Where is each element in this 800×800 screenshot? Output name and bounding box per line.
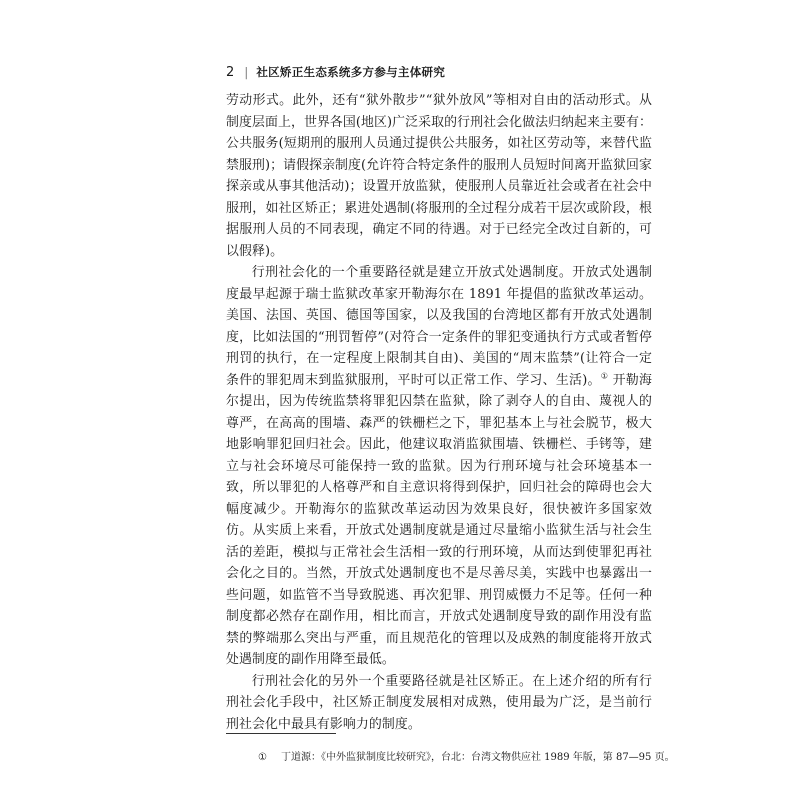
- header-separator: |: [244, 65, 249, 79]
- footnote-reference-marker[interactable]: ①: [600, 371, 609, 381]
- paragraph-3: 行刑社会化的另外一个重要路径就是社区矫正。在上述介绍的所有行刑社会化手段中，社区矫正制度发展相对成熟，使用最为广泛，是当前行刑社会化中最具有影响力的制度。: [226, 673, 652, 732]
- footnote-text: 丁道源：《中外监狱制度比较研究》，台北：台湾文物供应社 1989 年版，第 87—95 页。: [280, 752, 675, 763]
- footnote-divider: [226, 733, 336, 734]
- paragraph-2: [226, 262, 652, 671]
- page-header: [226, 64, 445, 80]
- paragraph-1: 劳动形式。此外，还有“狱外散步”“狱外放风”等相对自由的活动形式。从制度层面上，世界各国(地区)广泛采取的行刑社会化做法归纳起来主要有：公共服务(短期刑的服刑人员通过提供公共服务，如社区劳动等，来替代监禁服刑)；请假探亲制度(允许符合特定条件的服刑人员短时间离开监狱回家探亲或从事其他活动)；设置开放监狱，使服刑人员靠近社会或者在社会中服刑，如社区矫正；累进处遇制(将服刑的全过程分成若干层次或阶段，根据服刑人员的不同表现，确定不同的待遇。对于已经完全改过自新的，可以假释)。: [226, 93, 652, 259]
- paragraph-2-text-before-note: 行刑社会化的一个重要路径就是建立开放式处遇制度。开放式处遇制度最早起源于瑞士监狱改革家开勒海尔在 1891 年提倡的监狱改革运动。美国、法国、英国、德国等国家，以及我国的台湾地区都有开放式处遇制度，比如法国的“刑罚暂停”(对符合一定条件的罪犯变通执行方式或者暂停刑罚的执行，在一定程度上限制其自由)、美国的“周末监禁”(让符合一定条件的罪犯周末到监狱服刑，平时可以正常工作、学习、生活)。: [226, 265, 652, 388]
- footnote-marker: ①: [258, 752, 267, 763]
- footnote: [258, 748, 678, 763]
- body-text: [226, 90, 652, 735]
- running-title: 社区矫正生态系统多方参与主体研究: [256, 65, 446, 79]
- page-number: 2: [226, 64, 235, 80]
- paragraph-2-text-after-note: 开勒海尔提出，因为传统监禁将罪犯囚禁在监狱，除了剥夺人的自由、蔑视人的尊严，在高高的围墙、森严的铁栅栏之下，罪犯基本上与社会脱节，极大地影响罪犯回归社会。因此，他建议取消监狱围墙、铁栅栏、手铐等，建立与社会环境尽可能保持一致的监狱。因为行刑环境与社会环境基本一致，所以罪犯的人格尊严和自主意识将得到保护，回归社会的障碍也会大幅度减少。开勒海尔的监狱改革运动因为效果良好，很快被许多国家效仿。从实质上来看，开放式处遇制度就是通过尽量缩小监狱生活与社会生活的差距，模拟与正常社会生活相一致的行刑环境，从而达到使罪犯再社会化之目的。当然，开放式处遇制度也不是尽善尽美，实践中也暴露出一些问题，如监管不当导致脱逃、再次犯罪、刑罚威慑力不足等。任何一种制度都必然存在副作用，相比而言，开放式处遇制度导致的副作用没有监禁的弊端那么突出与严重，而且规范化的管理以及成熟的制度能将开放式处遇制度的副作用降至最低。: [226, 372, 652, 667]
